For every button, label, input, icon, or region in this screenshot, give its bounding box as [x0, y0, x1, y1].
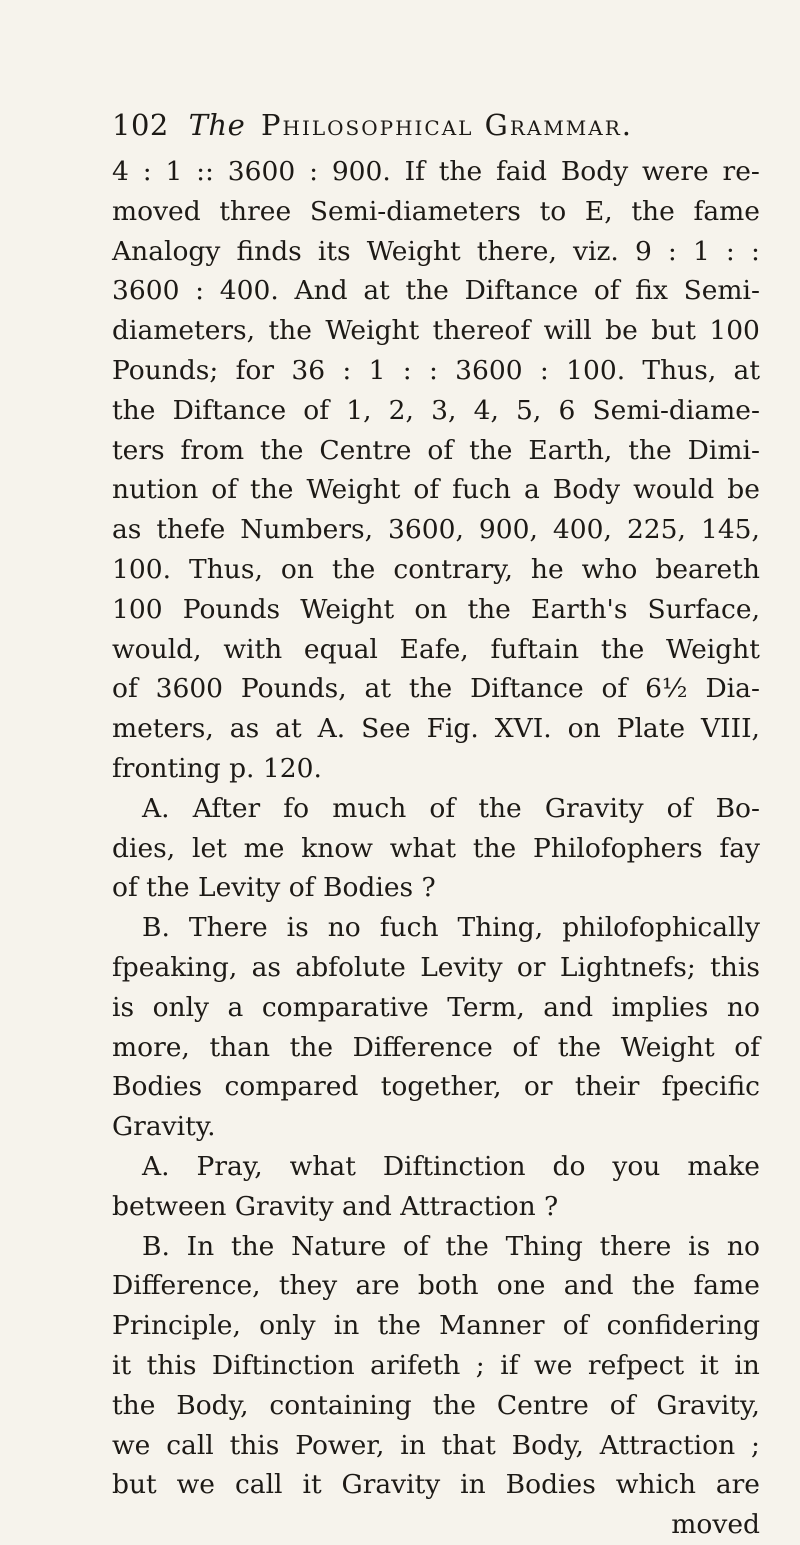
text-line: as thefe Numbers, 3600, 900, 400, 225, 145, — [112, 514, 760, 546]
text-line: fronting p. 120. — [112, 752, 322, 784]
text-line: Difference, they are both one and the fame — [112, 1270, 760, 1302]
text-line: Bodies compared together, or their fpecific — [112, 1071, 760, 1103]
text-line: ters from the Centre of the Earth, the Dimi- — [112, 434, 760, 466]
running-header — [112, 108, 752, 142]
text-line: 100 Pounds Weight on the Earth's Surface, — [112, 593, 760, 625]
text-line: Analogy finds its Weight there, viz. 9 : 1 : : — [112, 235, 760, 267]
header-title: Philosophical Grammar. — [260, 108, 634, 142]
text-line: of the Levity of Bodies ? — [112, 872, 436, 904]
text-line: 100. Thus, on the contrary, he who beareth — [112, 553, 760, 585]
text-line: Principle, only in the Manner of confidering — [112, 1310, 760, 1342]
text-line: more, than the Difference of the Weight of — [112, 1031, 760, 1063]
text-line: but we call it Gravity in Bodies which are — [112, 1469, 760, 1501]
text-line: of 3600 Pounds, at the Diftance of 6½ Dia- — [112, 673, 760, 705]
header-title-italic: The — [188, 108, 246, 142]
text-line: 4 : 1 :: 3600 : 900. If the faid Body were re- — [112, 156, 760, 187]
text-line: diameters, the Weight thereof will be but 100 — [112, 315, 760, 347]
page-number: 102 — [112, 108, 169, 142]
text-line: between Gravity and Attraction ? — [112, 1190, 559, 1222]
text-line: dies, let me know what the Philofophers fay — [112, 832, 760, 864]
text-line: meters, as at A. See Fig. XVI. on Plate VIII, — [112, 713, 760, 745]
body-text — [112, 152, 760, 1545]
catchword: moved — [671, 1509, 760, 1541]
text-line: nution of the Weight of fuch a Body would be — [112, 474, 760, 506]
text-line: B. In the Nature of the Thing there is no — [142, 1230, 760, 1262]
text-line: Gravity. — [112, 1111, 216, 1143]
text-line: we call this Power, in that Body, Attraction ; — [112, 1429, 760, 1461]
text-line: is only a comparative Term, and implies no — [112, 991, 760, 1023]
text-line: A. After fo much of the Gravity of Bo- — [142, 792, 760, 824]
text-line: would, with equal Eafe, fuftain the Weight — [112, 633, 760, 665]
text-line: moved three Semi-diameters to E, the fame — [112, 195, 760, 227]
text-line: fpeaking, as abfolute Levity or Lightnefs; this — [112, 951, 760, 983]
text-line: Pounds; for 36 : 1 : : 3600 : 100. Thus, at — [112, 354, 760, 386]
text-line: the Diftance of 1, 2, 3, 4, 5, 6 Semi-diame- — [112, 394, 760, 426]
text-line: 3600 : 400. And at the Diftance of fix Semi- — [112, 275, 760, 307]
text-line: B. There is no fuch Thing, philofophically — [142, 912, 760, 944]
text-line: it this Diftinction arifeth ; if we refpect it in — [112, 1349, 760, 1381]
text-line: A. Pray, what Diftinction do you make — [142, 1150, 760, 1182]
text-line: the Body, containing the Centre of Gravity, — [112, 1389, 760, 1421]
